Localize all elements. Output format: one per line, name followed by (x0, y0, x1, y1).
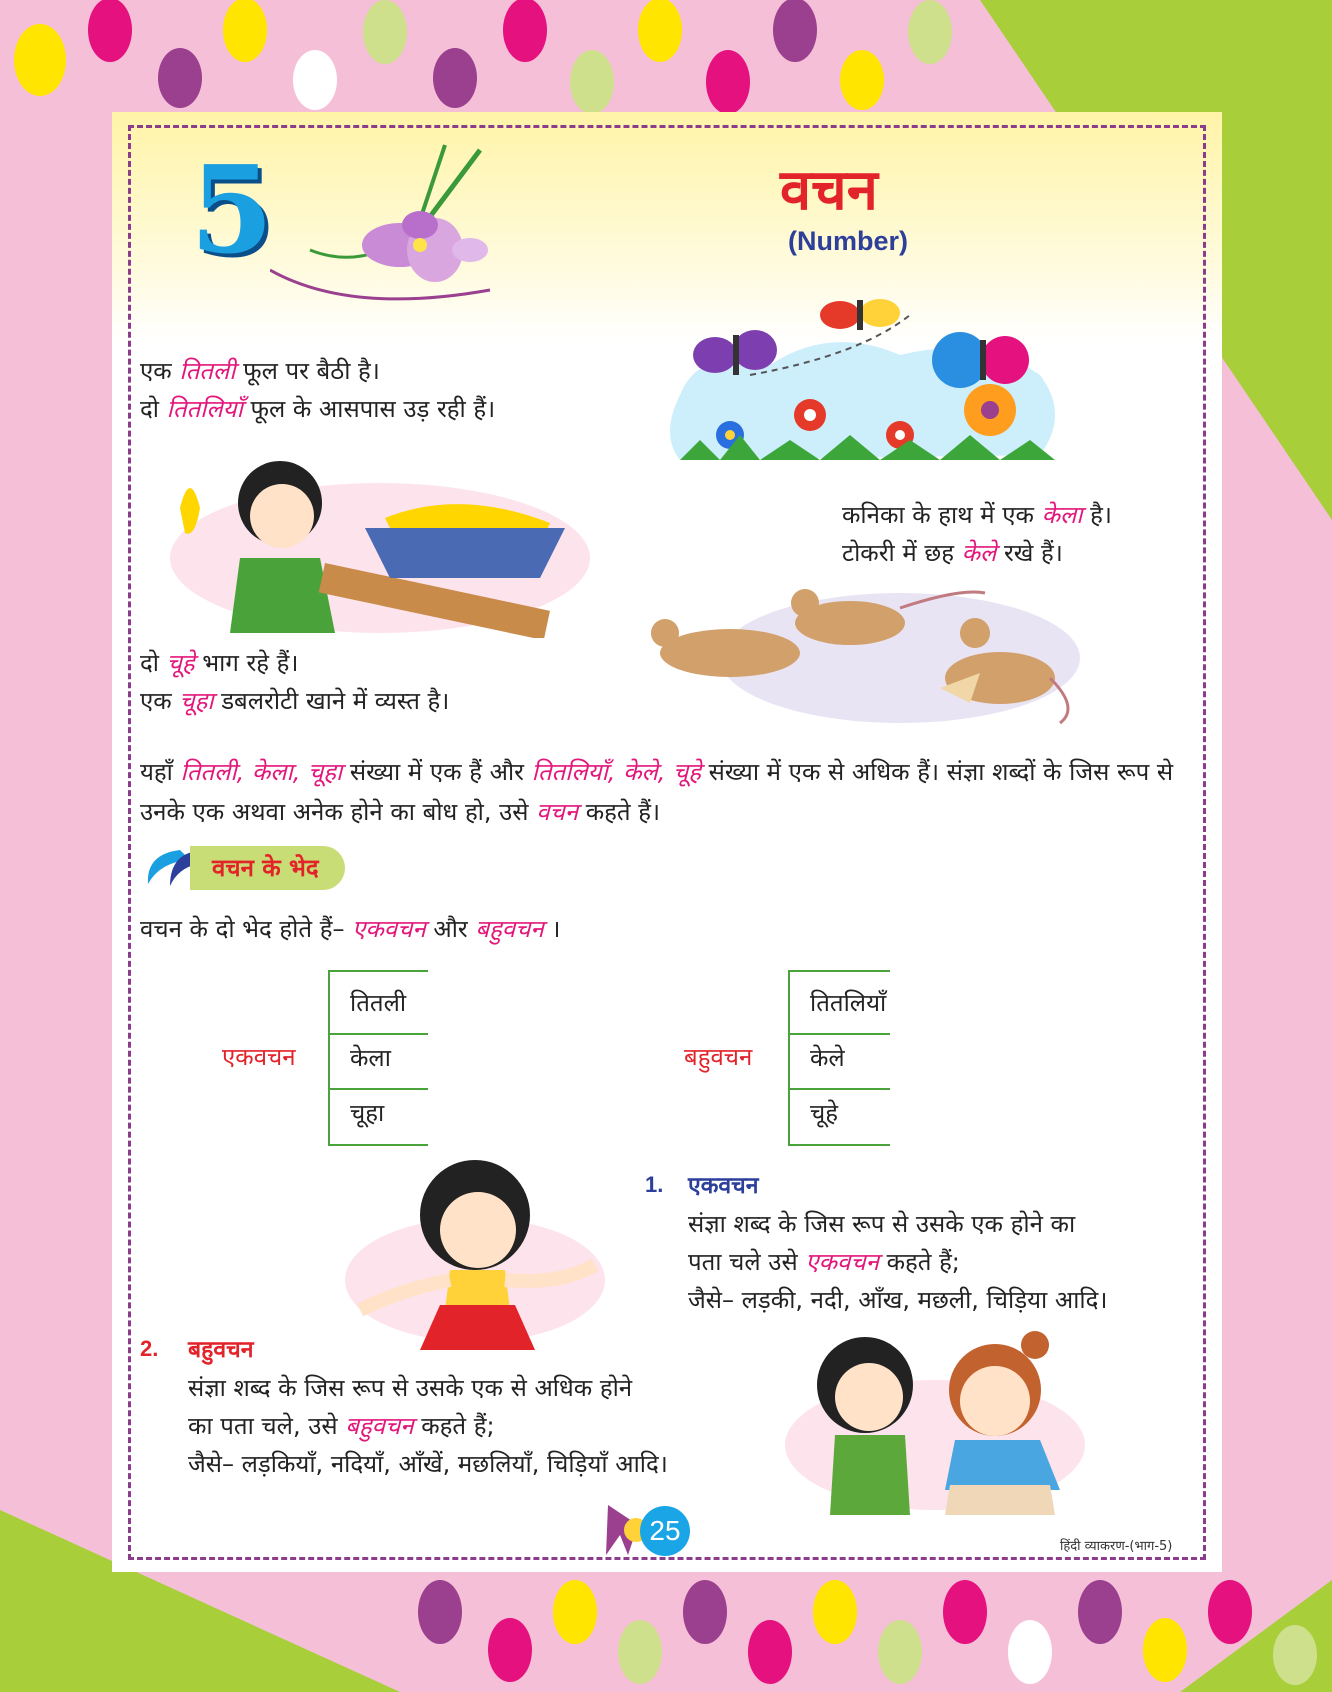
section1-line-2: पता चले उसे एकवचन कहते हैं; (688, 1248, 960, 1276)
plural-label: बहुवचन (684, 1043, 753, 1071)
bracket-line (328, 1033, 428, 1035)
mouse-line-2: एक चूहा डबलरोटी खाने में व्यस्त है। (140, 687, 450, 715)
section2-line-1: संज्ञा शब्द के जिस रूप से उसके एक से अधिक होने (188, 1374, 633, 1402)
plural-word: केले (810, 1044, 845, 1072)
bracket-line (328, 1144, 428, 1146)
bracket-line (788, 1144, 890, 1146)
bracket-line (788, 1088, 890, 1090)
bracket-line (788, 970, 890, 972)
bracket-line (328, 970, 428, 972)
section2-number: 2. (140, 1336, 159, 1361)
types-line: वचन के दो भेद होते हैं– एकवचन और बहुवचन । (140, 915, 561, 943)
section2-line-2: का पता चले, उसे बहुवचन कहते हैं; (188, 1412, 495, 1440)
section2-line-3: जैसे– लड़कियाँ, नदियाँ, आँखें, मछलियाँ, चिड़ियाँ आदि। (188, 1450, 668, 1478)
mice-illustration (640, 578, 1080, 728)
section1-title: एकवचन (688, 1173, 759, 1199)
footer-book-title: हिंदी व्याकरण-(भाग-5) (1060, 1539, 1173, 1554)
bracket-line (788, 1033, 890, 1035)
bracket-line (328, 1088, 428, 1090)
singular-word: चूहा (350, 1099, 385, 1127)
definition-paragraph: यहाँ तितली, केला, चूहा संख्या में एक हैं और तितलियाँ, केले, चूहे संख्या में एक से अधिक हैं। संज्ञा शब्दों के जिस रूप से उनके एक अथवा अनेक होने का बोध हो, उसे वचन कहते हैं। (140, 758, 1174, 826)
banana-line-1: कनिका के हाथ में एक केला है। (842, 501, 1112, 529)
section1-number: 1. (645, 1172, 664, 1197)
girl-with-bananas-illustration (170, 448, 590, 638)
chapter-number: 5 (190, 140, 274, 281)
butterfly-line-2: दो तितलियाँ फूल के आसपास उड़ रही हैं। (140, 395, 496, 423)
page-title: वचन (780, 158, 878, 223)
butterfly-line-1: एक तितली फूल पर बैठी है। (140, 357, 380, 385)
section2-title: बहुवचन (188, 1337, 254, 1363)
types-heading: वचन के भेद (190, 846, 345, 890)
singular-bracket (328, 970, 330, 1145)
singular-word: केला (350, 1044, 391, 1072)
girl-illustration (340, 1160, 610, 1350)
two-girls-illustration (785, 1325, 1095, 1515)
singular-label: एकवचन (222, 1043, 296, 1071)
plural-word: चूहे (810, 1099, 838, 1127)
banana-line-2: टोकरी में छह केले रखे हैं। (842, 539, 1063, 567)
section1-line-3: जैसे– लड़की, नदी, आँख, मछली, चिड़िया आदि। (688, 1286, 1108, 1314)
singular-word: तितली (350, 989, 407, 1017)
plural-word: तितलियाँ (810, 989, 887, 1017)
butterflies-illustration (660, 285, 1080, 485)
plural-bracket (788, 970, 790, 1145)
page-number: 25 (640, 1506, 690, 1556)
section1-line-1: संज्ञा शब्द के जिस रूप से उसके एक होने का (688, 1210, 1076, 1238)
mouse-line-1: दो चूहे भाग रहे हैं। (140, 649, 299, 677)
flower-illustration (270, 140, 500, 320)
page-subtitle: (Number) (788, 226, 908, 256)
